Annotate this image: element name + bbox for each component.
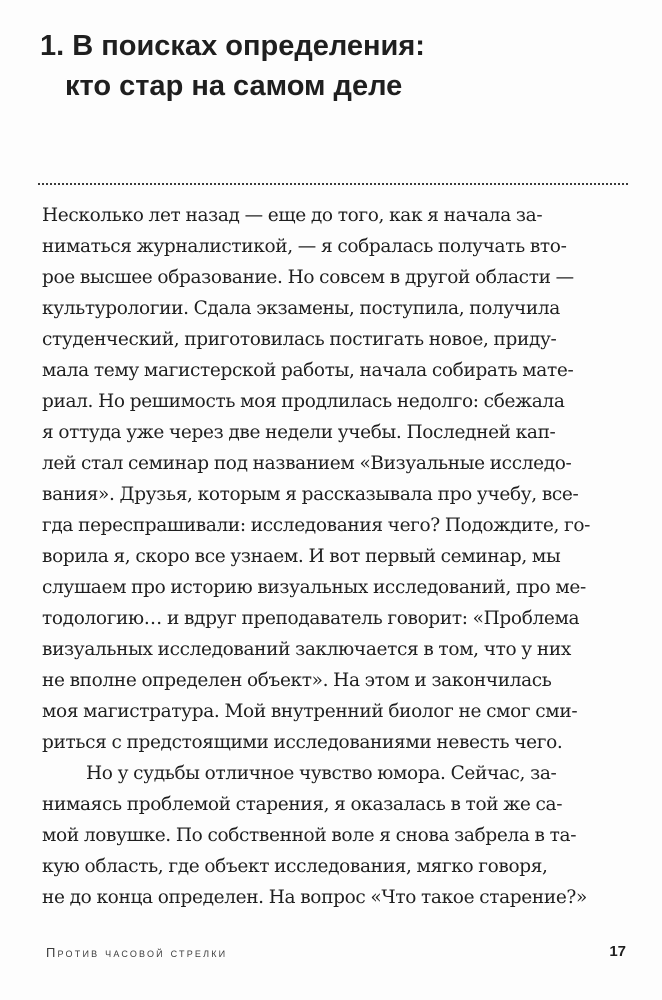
- text-line: вания». Друзья, которым я рассказывала про учебу, все-: [42, 484, 579, 505]
- text-line: нимаясь проблемой старения, я оказалась в той же са-: [42, 794, 563, 815]
- text-line: тодологию… и вдруг преподаватель говорит: «Проблема: [42, 608, 580, 629]
- text-line: моя магистратура. Мой внутренний биолог не смог сми-: [42, 701, 578, 722]
- body-text: [42, 200, 632, 913]
- text-line: студенческий, приготовилась постигать новое, приду-: [42, 329, 557, 350]
- dotted-divider: [38, 183, 628, 185]
- text-line: ниматься журналистикой, — я собралась получать вто-: [42, 236, 567, 257]
- chapter-title-line-1: 1. В поисках определения:: [40, 30, 425, 62]
- page-number: 17: [609, 943, 626, 960]
- text-line: риал. Но решимость моя продлилась недолго: сбежала: [42, 391, 565, 412]
- text-line: гда переспрашивали: исследования чего? Подождите, го-: [42, 515, 591, 536]
- text-line-paragraph-start: Но у судьбы отличное чувство юмора. Сейчас, за-: [86, 763, 557, 784]
- text-line: Несколько лет назад — еще до того, как я начала за-: [42, 205, 543, 226]
- text-line: не до конца определен. На вопрос «Что такое старение?»: [42, 887, 587, 908]
- text-line: слушаем про историю визуальных исследований, про ме-: [42, 577, 586, 598]
- running-footer-title: [46, 945, 227, 960]
- text-line: культурологии. Сдала экзамены, поступила, получила: [42, 298, 560, 319]
- text-line: кую область, где объект исследования, мягко говоря,: [42, 856, 548, 877]
- text-line: ворила я, скоро все узнаем. И вот первый семинар, мы: [42, 546, 561, 567]
- chapter-title: [40, 26, 600, 106]
- book-title: Против часовой стрелки: [46, 945, 228, 960]
- text-line: мой ловушке. По собственной воле я снова забрела в та-: [42, 825, 577, 846]
- text-line: не вполне определен объект». На этом и закончилась: [42, 670, 552, 691]
- text-line: я оттуда уже через две недели учебы. Последней кап-: [42, 422, 556, 443]
- text-line: рое высшее образование. Но совсем в другой области —: [42, 267, 574, 288]
- text-line: мала тему магистерской работы, начала собирать мате-: [42, 360, 574, 381]
- text-line: лей стал семинар под названием «Визуальные исследо-: [42, 453, 572, 474]
- text-line: риться с предстоящими исследованиями невесть чего.: [42, 732, 563, 753]
- text-line: визуальных исследований заключается в том, что у них: [42, 639, 571, 660]
- chapter-title-line-2: кто стар на самом деле: [65, 70, 403, 102]
